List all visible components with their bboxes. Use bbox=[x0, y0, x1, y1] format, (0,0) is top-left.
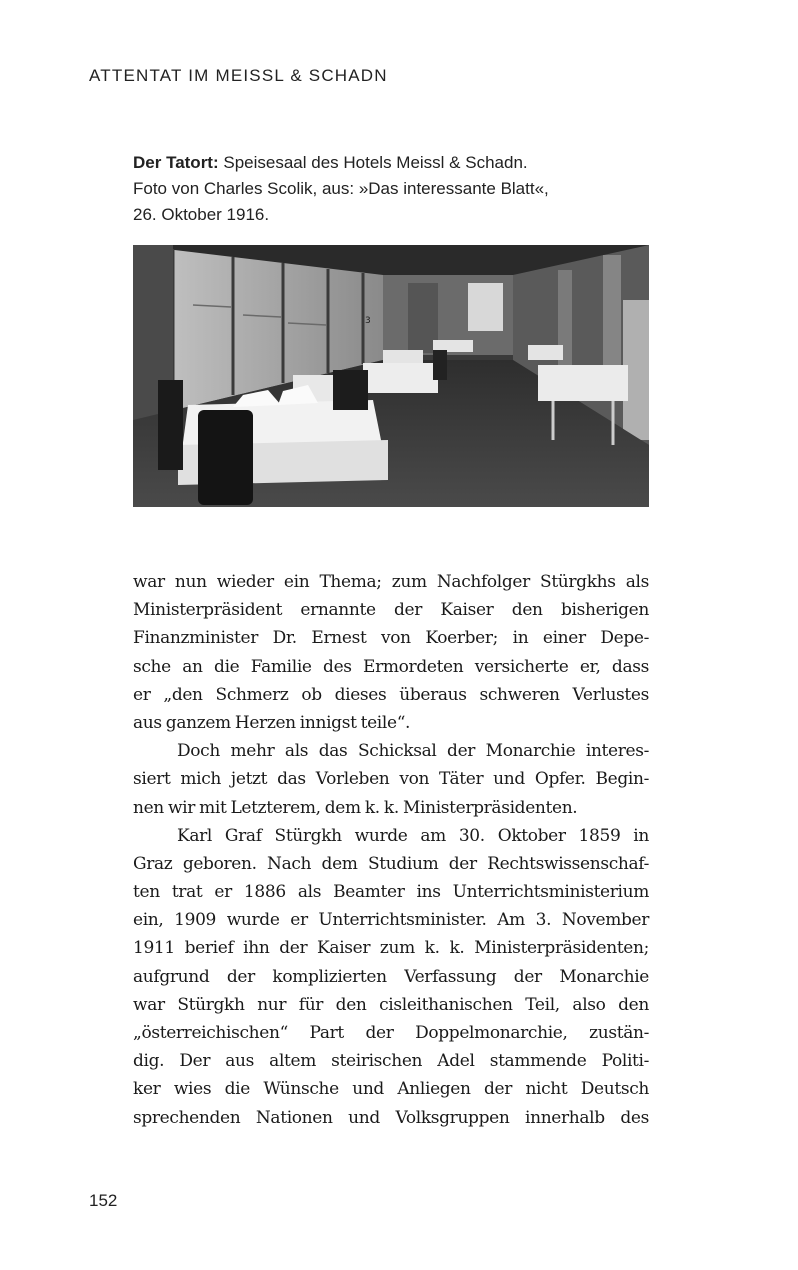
table-number-label: 3 bbox=[365, 316, 371, 326]
body-line: er „den Schmerz ob dieses überaus schweren Verlustes bbox=[133, 684, 649, 705]
body-line: Karl Graf Stürgkh wurde am 30. Oktober 1859 in bbox=[177, 825, 649, 846]
body-line: sprechenden Nationen und Volksgruppen innerhalb des bbox=[133, 1107, 649, 1128]
body-text bbox=[133, 568, 649, 1132]
body-line: ker wies die Wünsche und Anliegen der nicht Deutsch bbox=[133, 1079, 649, 1100]
dining-room-photo bbox=[133, 245, 649, 507]
body-line: nen wir mit Letzterem, dem k. k. Ministerpräsidenten. bbox=[133, 797, 578, 818]
caption-line-1-rest: Speisesaal des Hotels Meissl & Schadn. bbox=[218, 153, 528, 172]
body-line: Doch mehr als das Schicksal der Monarchie interes- bbox=[177, 741, 649, 762]
body-line: war Stürgkh nur für den cisleithanischen Teil, also den bbox=[133, 994, 649, 1015]
caption-line-1 bbox=[133, 150, 653, 176]
body-line: ein, 1909 wurde er Unterrichtsminister. Am 3. November bbox=[133, 910, 649, 931]
body-line: war nun wieder ein Thema; zum Nachfolger Stürgkhs als bbox=[133, 572, 649, 592]
body-line: Finanzminister Dr. Ernest von Koerber; in einer Depe- bbox=[133, 628, 649, 649]
body-line: siert mich jetzt das Vorleben von Täter und Opfer. Begin- bbox=[133, 769, 649, 790]
body-line: dig. Der aus altem steirischen Adel stammende Politi- bbox=[133, 1051, 649, 1072]
caption-lead: Der Tatort: bbox=[133, 153, 219, 172]
running-head: ATTENTAT IM MEISSL & SCHADN bbox=[89, 66, 388, 85]
body-line: 1911 berief ihn der Kaiser zum k. k. Ministerpräsidenten; bbox=[133, 938, 649, 959]
body-line: aufgrund der komplizierten Verfassung der Monarchie bbox=[133, 966, 649, 987]
body-line: Ministerpräsident ernannte der Kaiser den bisherigen bbox=[133, 600, 649, 621]
body-line: Graz geboren. Nach dem Studium der Rechtswissenschaf- bbox=[133, 853, 649, 874]
body-line: aus ganzem Herzen innigst teile“. bbox=[133, 712, 411, 733]
caption-line-3: 26. Oktober 1916. bbox=[133, 205, 270, 224]
figure-caption bbox=[133, 150, 653, 228]
body-line: „österreichischen“ Part der Doppelmonarchie, zustän- bbox=[133, 1023, 649, 1043]
caption-line-2: Foto von Charles Scolik, aus: »Das interessante Blatt«, bbox=[133, 179, 549, 198]
body-line: ten trat er 1886 als Beamter ins Unterrichtsministerium bbox=[133, 882, 649, 903]
body-line: sche an die Familie des Ermordeten versicherte er, dass bbox=[133, 656, 649, 677]
page-number: 152 bbox=[89, 1191, 118, 1210]
